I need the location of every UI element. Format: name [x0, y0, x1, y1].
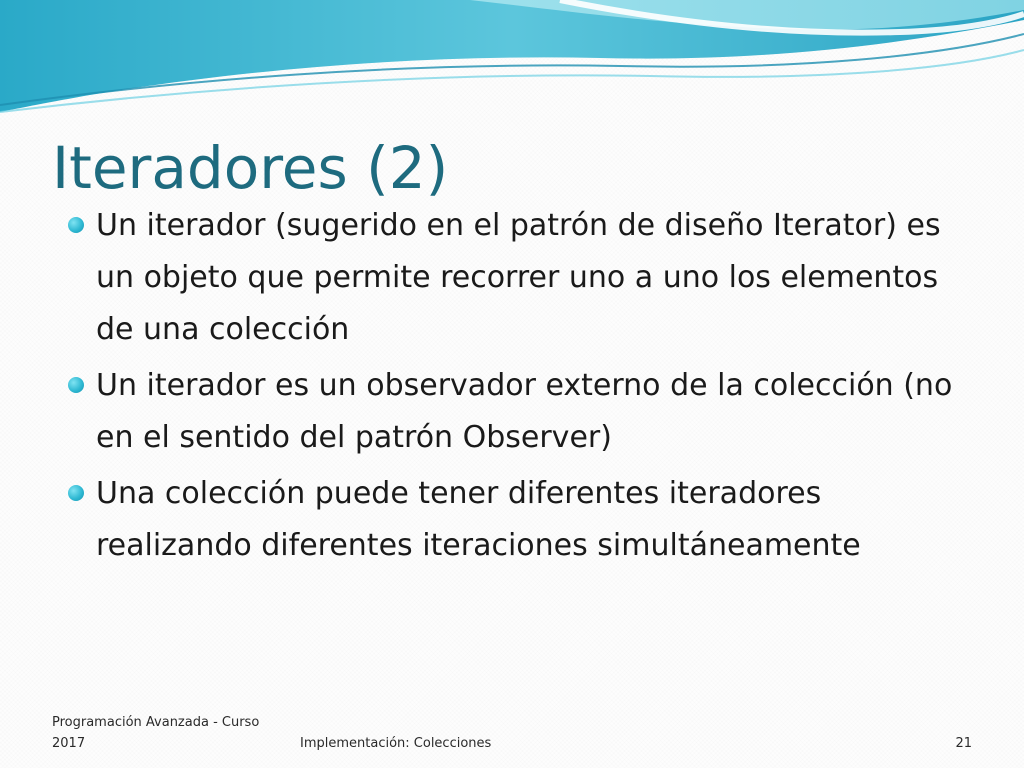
footer-page-number: 21: [955, 736, 972, 751]
bullet-text: Un iterador es un observador externo de la colección (no en el sentido del patrón Observer): [96, 368, 953, 455]
footer-course: Programación Avanzada - Curso 2017: [52, 715, 260, 751]
bullet-item: [62, 360, 962, 464]
bullet-dot-icon: [68, 485, 84, 501]
bullet-text: Un iterador (sugerido en el patrón de diseño Iterator) es un objeto que permite recorrer uno a uno los elementos de una colección: [96, 208, 941, 347]
bullet-list: [62, 200, 962, 576]
header-wave-decoration: [0, 0, 1024, 120]
footer-topic: Implementación: Colecciones: [300, 736, 492, 751]
bullet-item: [62, 200, 962, 356]
bullet-dot-icon: [68, 217, 84, 233]
bullet-text: Una colección puede tener diferentes iteradores realizando diferentes iteraciones simultáneamente: [96, 476, 861, 563]
bullet-item: [62, 468, 962, 572]
slide-title: Iteradores (2): [52, 134, 449, 202]
bullet-dot-icon: [68, 377, 84, 393]
